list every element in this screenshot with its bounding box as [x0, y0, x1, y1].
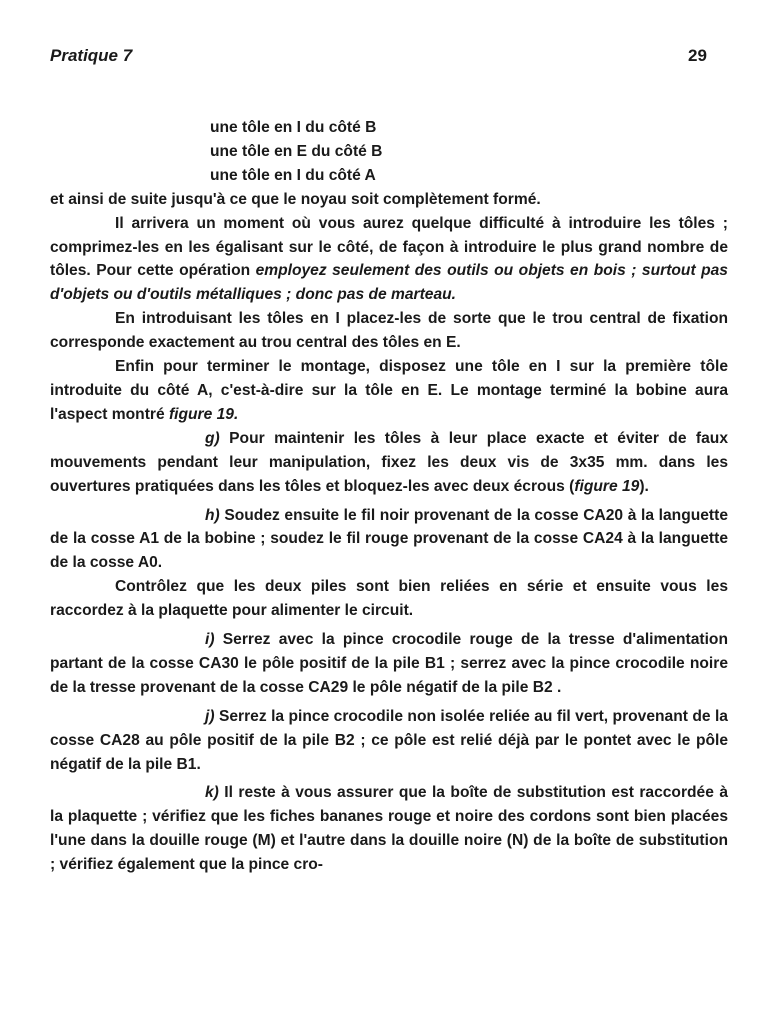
paragraph: Il arrivera un moment où vous aurez quelque difficulté à introduire les tôles ; comprimez-les en les égalisant sur le côté, de façon à introduire le plus grand nombre de tôles. Pour cette opération employez seulement des outils ou objets en bois ; surtout pas d'objets ou d'outils métalliques ; donc pas de marteau. — [50, 214, 728, 304]
paragraph: et ainsi de suite jusqu'à ce que le noyau soit complètement formé. — [50, 190, 541, 208]
paragraph: h) Soudez ensuite le fil noir provenant de la cosse CA20 à la languette de la cosse A1 de la bobine ; soudez le fil rouge provenant de la cosse CA24 à la languette de la cosse A0. — [50, 506, 728, 572]
paragraph: Enfin pour terminer le montage, disposez une tôle en I sur la première tôle introduite du côté A, c'est-à-dire sur la tôle en E. Le montage terminé la bobine aura l'aspect montré figure 19. — [50, 358, 728, 423]
page-body — [50, 116, 728, 877]
list-item: une tôle en I du côté B — [210, 119, 377, 136]
paragraph: i) Serrez avec la pince crocodile rouge de la tresse d'alimentation partant de la cosse CA30 le pôle positif de la pile B1 ; serrez avec la pince crocodile noire de la tresse provenant de la cosse CA29 le pôle négatif de la pile B2 . — [50, 631, 728, 696]
paragraph: En introduisant les tôles en I placez-les de sorte que le trou central de fixation corresponde exactement au trou central des tôles en E. — [50, 310, 728, 352]
chapter-heading: Pratique 7 — [50, 46, 133, 65]
list-item: une tôle en E du côté B — [210, 142, 383, 160]
paragraph: g) Pour maintenir les tôles à leur place exacte et éviter de faux mouvements pendant leur manipulation, fixez les deux vis de 3x35 mm. dans les ouvertures pratiquées dans les tôles et bloquez-les avec deux écrous (figure 19). — [50, 429, 728, 495]
list-item: une tôle en I du côté A — [210, 166, 376, 184]
item-label: h) — [205, 506, 220, 524]
item-label: g) — [205, 429, 220, 447]
figure-reference: figure 19 — [574, 477, 640, 495]
item-label: i) — [205, 631, 215, 649]
paragraph: Contrôlez que les deux piles sont bien reliées en série et ensuite vous les raccordez à la plaquette pour alimenter le circuit. — [50, 578, 728, 620]
paragraph: k) Il reste à vous assurer que la boîte de substitution est raccordée à la plaquette ; vérifiez que les fiches bananes rouge et noire des cordons sont bien placées l'une dans la douille rouge (M) et l'autre dans la douille noire (N) de la boîte de substitution ; vérifiez également que la pince cro- — [50, 784, 728, 874]
paragraph: j) Serrez la pince crocodile non isolée reliée au fil vert, provenant de la cosse CA28 au pôle positif de la pile B2 ; ce pôle est relié déjà par le pontet avec le pôle négatif de la pile B1. — [50, 707, 728, 773]
figure-reference: figure 19. — [168, 405, 239, 423]
item-label: j) — [205, 707, 215, 725]
item-label: k) — [205, 784, 219, 802]
page-number: 29 — [688, 46, 707, 65]
italic-emphasis: employez seulement des outils ou objets en bois ; surtout pas d'objets ou d'outils métalliques ; donc pas de marteau. — [50, 262, 728, 304]
